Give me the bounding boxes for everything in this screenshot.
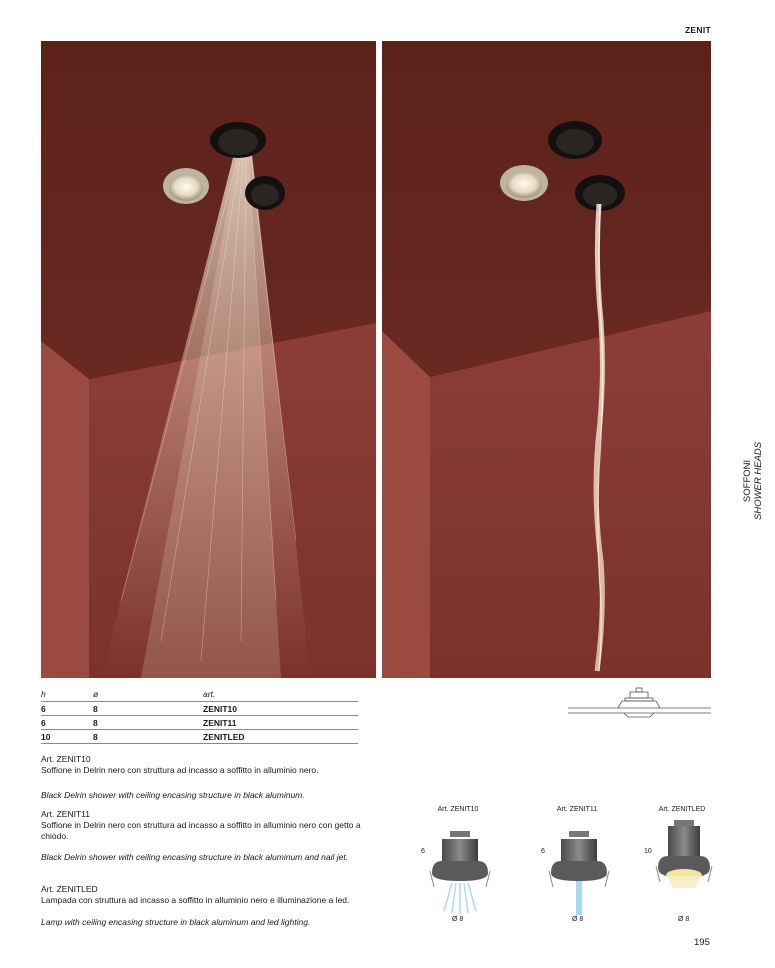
cell-h: 6 [41,716,93,730]
product-caption: Art. ZENIT11 [556,806,598,813]
description-italian: Soffione in Delrin nero con struttura ad incasso a soffitto in alluminio nero. [41,765,319,775]
photo-zenit10-rain-jet [41,41,376,678]
photo-zenit11-nail-jet [382,41,711,678]
product-height: 6 [421,848,425,855]
description-zenitled [41,884,371,928]
page-title: ZENIT [684,25,711,35]
product-height: 6 [541,848,545,855]
description-art: Art. ZENIT11 [41,809,90,819]
product-caption: Art. ZENITLED [658,806,706,813]
product-zenit10-drawing [428,825,492,925]
product-diameter: Ø 8 [452,916,464,923]
table-row [41,716,358,730]
description-english: Black Delrin shower with ceiling encasing structure in black aluminum. [41,790,305,800]
spec-table-header [41,688,358,702]
spec-table [41,688,358,744]
product-zenitled [637,806,727,817]
installation-profile-drawing [568,684,711,720]
cell-diameter: 8 [93,702,203,716]
product-diameter: Ø 8 [678,916,690,923]
table-row [41,702,358,716]
side-label-italian: SOFFONI [742,459,753,503]
product-zenit11 [532,806,622,817]
cell-h: 6 [41,702,93,716]
description-zenit10 [41,754,371,801]
cell-art: ZENIT10 [203,702,358,716]
description-zenit11 [41,809,371,863]
table-row [41,730,358,744]
section-side-label [742,441,764,532]
description-italian: Lampada con struttura ad incasso a soffitto in alluminio nero e illuminazione a led. [41,895,350,905]
product-zenitled-drawing [652,818,716,903]
product-zenit10 [413,806,503,817]
cell-diameter: 8 [93,716,203,730]
cell-art: ZENIT11 [203,716,358,730]
description-art: Art. ZENIT10 [41,754,91,764]
header-diameter: ø [93,688,203,702]
cell-art: ZENITLED [203,730,358,744]
product-diameter: Ø 8 [572,916,584,923]
header-art: art. [203,688,358,702]
side-label-english: SHOWER HEADS [753,441,764,520]
cell-diameter: 8 [93,730,203,744]
product-caption: Art. ZENIT10 [437,806,479,813]
description-art: Art. ZENITLED [41,884,98,894]
description-english: Black Delrin shower with ceiling encasing structure in black aluminum and nail jet. [41,852,349,862]
product-height: 10 [644,848,652,855]
cell-h: 10 [41,730,93,744]
page-number: 195 [694,937,710,948]
description-english: Lamp with ceiling encasing structure in black aluminum and led lighting. [41,917,311,927]
header-h: h [41,688,93,702]
description-italian: Soffione in Delrin nero con struttura ad incasso a soffitto in alluminio nero con getto a chiodo. [41,820,361,841]
product-zenit11-drawing [547,825,611,925]
